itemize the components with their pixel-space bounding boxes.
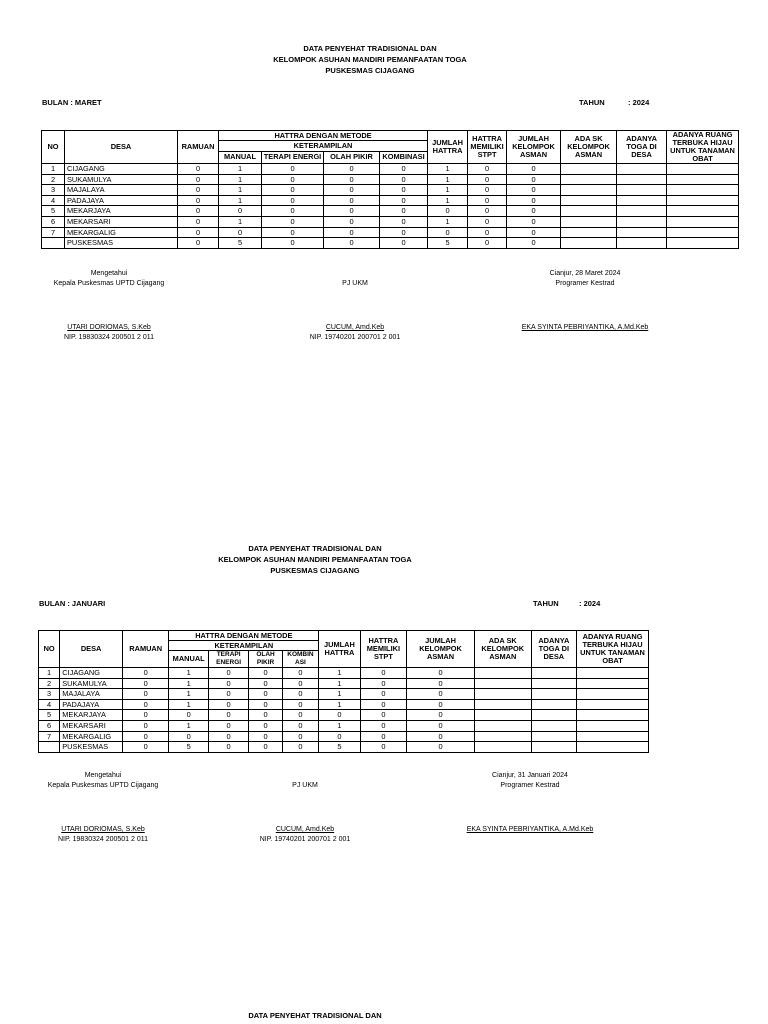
header-adanya-toga: ADANYA TOGA DI DESA xyxy=(531,631,577,668)
table-cell: MEKARGALIG xyxy=(60,731,123,742)
header-adanya-toga: ADANYA TOGA DI DESA xyxy=(617,131,667,164)
table-cell: 0 xyxy=(169,731,208,742)
table-cell: 0 xyxy=(249,668,282,679)
header-ada-sk: ADA SK KELOMPOK ASMAN xyxy=(561,131,617,164)
table-cell: 0 xyxy=(380,206,428,217)
table-row xyxy=(39,689,649,700)
table-cell: 0 xyxy=(360,710,407,721)
table-cell: 7 xyxy=(39,731,60,742)
table-cell: 0 xyxy=(507,227,561,238)
table-cell xyxy=(531,678,577,689)
table-cell: 0 xyxy=(380,227,428,238)
table-cell xyxy=(474,731,531,742)
table-cell: 0 xyxy=(249,720,282,731)
tahun-value: : 2024 xyxy=(628,98,650,107)
hattra-table xyxy=(41,130,739,249)
table-cell: 0 xyxy=(169,710,208,721)
table-cell: CIJAGANG xyxy=(60,668,123,679)
table-cell xyxy=(667,216,739,227)
table-cell: 0 xyxy=(262,206,324,217)
table-row xyxy=(39,742,649,753)
table-row xyxy=(42,185,739,196)
table-cell: 1 xyxy=(319,689,360,700)
table-cell xyxy=(561,185,617,196)
header-kombinasi: KOMBIN ASI xyxy=(282,651,318,668)
table-cell: 0 xyxy=(360,678,407,689)
table-cell xyxy=(561,238,617,249)
table-cell: PADAJAYA xyxy=(65,195,178,206)
table-cell: 4 xyxy=(39,699,60,710)
table-cell: 0 xyxy=(407,742,475,753)
table-row xyxy=(39,699,649,710)
header-ruang-terbuka: ADANYA RUANG TERBUKA HIJAU UNTUK TANAMAN OBAT xyxy=(577,631,649,668)
table-cell: 1 xyxy=(428,174,468,185)
table-cell xyxy=(474,668,531,679)
table-cell: 0 xyxy=(507,195,561,206)
table-cell xyxy=(531,668,577,679)
table-cell xyxy=(561,206,617,217)
table-cell xyxy=(667,164,739,175)
table-cell: 0 xyxy=(122,699,169,710)
header-olah-pikir: OLAH PIKIR xyxy=(324,151,380,163)
table-cell xyxy=(39,742,60,753)
table-cell xyxy=(531,689,577,700)
table-cell: 0 xyxy=(122,668,169,679)
table-cell: 1 xyxy=(219,195,262,206)
table-cell: 1 xyxy=(319,668,360,679)
table-cell xyxy=(617,164,667,175)
table-cell: 0 xyxy=(468,174,507,185)
table-cell: 0 xyxy=(380,164,428,175)
header-jumlah-kelompok: JUMLAH KELOMPOK ASMAN xyxy=(407,631,475,668)
table-row xyxy=(42,195,739,206)
table-cell: 0 xyxy=(324,206,380,217)
table-cell: MAJALAYA xyxy=(65,185,178,196)
table-body xyxy=(39,668,649,753)
bulan-label: BULAN : JANUARI xyxy=(39,599,106,608)
table-cell: 1 xyxy=(428,195,468,206)
table-cell xyxy=(617,185,667,196)
table-cell: 1 xyxy=(219,216,262,227)
table-cell xyxy=(42,238,65,249)
table-cell: 0 xyxy=(468,238,507,249)
header-ramuan: RAMUAN xyxy=(122,631,169,668)
table-cell: 6 xyxy=(42,216,65,227)
table-cell: 0 xyxy=(407,678,475,689)
table-cell: 0 xyxy=(468,164,507,175)
table-cell: 0 xyxy=(468,227,507,238)
tahun-label: TAHUN xyxy=(579,98,605,107)
header-hattra-metode: HATTRA DENGAN METODE xyxy=(219,131,428,141)
signer-mid-name: CUCUM, Amd.Keb NIP. 19740201 200701 2 001 xyxy=(309,324,401,341)
table-cell: 0 xyxy=(407,699,475,710)
table-cell: 0 xyxy=(428,206,468,217)
header-manual: MANUAL xyxy=(219,151,262,163)
table-cell: 0 xyxy=(468,216,507,227)
table-cell: 0 xyxy=(324,238,380,249)
table-cell: 0 xyxy=(249,689,282,700)
table-cell: 2 xyxy=(39,678,60,689)
table-cell: 0 xyxy=(208,742,248,753)
table-cell: 0 xyxy=(249,742,282,753)
table-cell xyxy=(617,206,667,217)
header-desa: DESA xyxy=(60,631,123,668)
table-cell xyxy=(577,710,649,721)
table-row xyxy=(39,710,649,721)
table-cell: 0 xyxy=(324,174,380,185)
table-cell: 1 xyxy=(428,216,468,227)
table-row xyxy=(42,164,739,175)
table-cell xyxy=(577,668,649,679)
signer-mid-role: PJ UKM xyxy=(342,280,368,287)
table-cell: 0 xyxy=(178,216,219,227)
table-cell: PUSKESMAS xyxy=(60,742,123,753)
table-cell: 0 xyxy=(507,185,561,196)
table-cell: 0 xyxy=(178,206,219,217)
table-cell: 0 xyxy=(324,185,380,196)
table-cell: 0 xyxy=(360,742,407,753)
table-cell: 0 xyxy=(324,216,380,227)
table-cell: 1 xyxy=(319,720,360,731)
table-cell: 0 xyxy=(407,720,475,731)
table-cell: 0 xyxy=(178,185,219,196)
table-cell: 0 xyxy=(380,185,428,196)
table-cell: 0 xyxy=(324,227,380,238)
table-cell: 0 xyxy=(468,185,507,196)
header-ramuan: RAMUAN xyxy=(178,131,219,164)
table-cell xyxy=(617,195,667,206)
table-cell: 0 xyxy=(249,731,282,742)
table-row xyxy=(39,668,649,679)
table-cell: 0 xyxy=(507,206,561,217)
table-cell: 0 xyxy=(122,742,169,753)
hattra-table xyxy=(38,630,649,753)
table-cell: 0 xyxy=(178,174,219,185)
table-row xyxy=(42,227,739,238)
table-row xyxy=(39,731,649,742)
table-cell xyxy=(474,720,531,731)
table-cell: 0 xyxy=(262,185,324,196)
table-cell xyxy=(667,185,739,196)
table-cell xyxy=(617,227,667,238)
table-cell: 0 xyxy=(122,689,169,700)
table-cell: 0 xyxy=(178,195,219,206)
table-cell xyxy=(617,238,667,249)
table-cell xyxy=(531,720,577,731)
table-cell: 0 xyxy=(249,710,282,721)
header-terapi-energi: TERAPI ENERGI xyxy=(262,151,324,163)
table-cell: 0 xyxy=(262,174,324,185)
table-cell: 0 xyxy=(407,710,475,721)
table-cell: 0 xyxy=(208,668,248,679)
table-cell: 0 xyxy=(122,710,169,721)
table-cell: MAJALAYA xyxy=(60,689,123,700)
table-cell: 0 xyxy=(380,238,428,249)
table-cell: 1 xyxy=(219,174,262,185)
table-cell: 0 xyxy=(380,174,428,185)
table-cell: 0 xyxy=(507,164,561,175)
table-cell xyxy=(531,710,577,721)
table-row xyxy=(39,678,649,689)
table-cell: 1 xyxy=(169,668,208,679)
header-no: NO xyxy=(42,131,65,164)
table-cell: 0 xyxy=(262,238,324,249)
table-cell: 1 xyxy=(319,699,360,710)
header-no: NO xyxy=(39,631,60,668)
table-cell: 0 xyxy=(208,678,248,689)
table-cell: 0 xyxy=(428,227,468,238)
table-cell: 0 xyxy=(282,678,318,689)
table-cell: MEKARJAYA xyxy=(65,206,178,217)
table-cell: 0 xyxy=(262,195,324,206)
bulan-label: BULAN : MARET xyxy=(42,98,102,107)
table-cell: 0 xyxy=(262,164,324,175)
table-cell: 5 xyxy=(39,710,60,721)
signer-right-name: EKA SYINTA PEBRIYANTIKA, A.Md.Keb xyxy=(521,324,649,331)
table-cell: 0 xyxy=(407,668,475,679)
table-cell: 0 xyxy=(122,678,169,689)
table-cell xyxy=(577,678,649,689)
table-row xyxy=(42,174,739,185)
table-cell xyxy=(561,216,617,227)
table-cell xyxy=(617,216,667,227)
table-cell: 0 xyxy=(282,689,318,700)
header-olah-pikir: OLAH PIKIR xyxy=(249,651,282,668)
table-cell: 1 xyxy=(169,720,208,731)
table-cell: 1 xyxy=(169,689,208,700)
table-cell: 0 xyxy=(507,238,561,249)
table-cell: CIJAGANG xyxy=(65,164,178,175)
table-cell xyxy=(531,742,577,753)
tahun-label: TAHUN xyxy=(533,599,559,608)
table-cell xyxy=(474,710,531,721)
table-cell xyxy=(667,206,739,217)
header-kombinasi: KOMBINASI xyxy=(380,151,428,163)
table-cell xyxy=(577,699,649,710)
table-cell: 0 xyxy=(468,195,507,206)
table-cell: 5 xyxy=(42,206,65,217)
signer-mid-name: CUCUM, Amd.Keb NIP. 19740201 200701 2 001 xyxy=(259,826,351,843)
table-cell: 0 xyxy=(507,216,561,227)
table-cell: 5 xyxy=(219,238,262,249)
signer-left: Mengetahui Kepala Puskesmas UPTD Cijagang xyxy=(53,270,165,287)
table-cell: MEKARGALIG xyxy=(65,227,178,238)
table-cell: 0 xyxy=(178,164,219,175)
table-cell: 0 xyxy=(219,227,262,238)
table-cell xyxy=(561,227,617,238)
table-cell: 0 xyxy=(380,195,428,206)
signer-right: Cianjur, 31 Januari 2024 Programer Kestrad xyxy=(492,772,568,789)
table-cell: 0 xyxy=(282,742,318,753)
header-manual: MANUAL xyxy=(169,651,208,668)
table-cell: 5 xyxy=(428,238,468,249)
table-cell: 4 xyxy=(42,195,65,206)
table-cell: 0 xyxy=(319,710,360,721)
table-cell: 0 xyxy=(360,720,407,731)
table-body xyxy=(42,164,739,249)
table-cell: SUKAMULYA xyxy=(60,678,123,689)
table-cell: 0 xyxy=(208,689,248,700)
table-cell: 0 xyxy=(319,731,360,742)
table-cell xyxy=(531,699,577,710)
table-row xyxy=(42,206,739,217)
table-cell xyxy=(577,689,649,700)
table-cell xyxy=(474,689,531,700)
header-jumlah-hattra: JUMLAH HATTRA xyxy=(428,131,468,164)
header-ruang-terbuka: ADANYA RUANG TERBUKA HIJAU UNTUK TANAMAN OBAT xyxy=(667,131,739,164)
table-cell: 1 xyxy=(428,185,468,196)
table-cell: SUKAMULYA xyxy=(65,174,178,185)
table-cell: 0 xyxy=(282,699,318,710)
table-cell: 0 xyxy=(122,731,169,742)
table-cell: 0 xyxy=(507,174,561,185)
table-cell: 0 xyxy=(407,689,475,700)
table-row xyxy=(42,216,739,227)
table-cell xyxy=(667,238,739,249)
table-cell: 0 xyxy=(360,731,407,742)
header-hattra-stpt: HATTRA MEMILIKI STPT xyxy=(360,631,407,668)
table-cell xyxy=(667,174,739,185)
table-cell: 0 xyxy=(208,710,248,721)
table-cell xyxy=(531,731,577,742)
table-cell: 0 xyxy=(360,689,407,700)
table-cell: 0 xyxy=(407,731,475,742)
table-cell: PADAJAYA xyxy=(60,699,123,710)
table-cell: 1 xyxy=(319,678,360,689)
table-cell xyxy=(474,699,531,710)
header-keterampilan: KETERAMPILAN xyxy=(219,141,428,151)
header-desa: DESA xyxy=(65,131,178,164)
signer-right: Cianjur, 28 Maret 2024 Programer Kestrad xyxy=(549,270,621,287)
table-cell xyxy=(474,742,531,753)
table-cell: 0 xyxy=(360,668,407,679)
table-cell xyxy=(474,678,531,689)
tahun-value: : 2024 xyxy=(579,599,601,608)
table-cell xyxy=(667,227,739,238)
table-cell: 0 xyxy=(219,206,262,217)
table-cell xyxy=(561,174,617,185)
table-cell: 0 xyxy=(249,699,282,710)
table-cell: 0 xyxy=(282,668,318,679)
table-cell: MEKARSARI xyxy=(65,216,178,227)
table-cell: 0 xyxy=(122,720,169,731)
table-cell: 3 xyxy=(39,689,60,700)
table-cell xyxy=(561,164,617,175)
header-jumlah-kelompok: JUMLAH KELOMPOK ASMAN xyxy=(507,131,561,164)
table-row xyxy=(39,720,649,731)
table-cell: 1 xyxy=(42,164,65,175)
table-cell xyxy=(617,174,667,185)
table-cell: 0 xyxy=(282,731,318,742)
table-cell: MEKARSARI xyxy=(60,720,123,731)
table-cell: 5 xyxy=(169,742,208,753)
signer-left: Mengetahui Kepala Puskesmas UPTD Cijagang xyxy=(47,772,159,789)
table-cell: 0 xyxy=(178,227,219,238)
table-cell: 0 xyxy=(468,206,507,217)
table-cell: 3 xyxy=(42,185,65,196)
signer-mid-role: PJ UKM xyxy=(292,782,318,789)
table-cell: 0 xyxy=(178,238,219,249)
signer-left-name: UTARI DORIOMAS, S.Keb NIP. 19830324 200501 2 011 xyxy=(57,826,149,843)
table-cell xyxy=(577,742,649,753)
table-cell: 0 xyxy=(380,216,428,227)
report-title-partial: DATA PENYEHAT TRADISIONAL DAN xyxy=(248,1011,382,1020)
header-ada-sk: ADA SK KELOMPOK ASMAN xyxy=(474,631,531,668)
table-cell: 0 xyxy=(208,720,248,731)
table-cell: 1 xyxy=(428,164,468,175)
table-cell: 5 xyxy=(319,742,360,753)
table-cell: 2 xyxy=(42,174,65,185)
table-cell: 6 xyxy=(39,720,60,731)
table-row xyxy=(42,238,739,249)
header-jumlah-hattra: JUMLAH HATTRA xyxy=(319,631,360,668)
header-keterampilan: KETERAMPILAN xyxy=(169,641,319,651)
header-terapi-energi: TERAPI ENERGI xyxy=(208,651,248,668)
table-cell: 0 xyxy=(282,710,318,721)
table-cell: 1 xyxy=(39,668,60,679)
table-cell xyxy=(667,195,739,206)
table-cell xyxy=(561,195,617,206)
table-cell: 7 xyxy=(42,227,65,238)
table-cell: 0 xyxy=(249,678,282,689)
table-cell: 0 xyxy=(324,195,380,206)
report-title: DATA PENYEHAT TRADISIONAL DAN KELOMPOK ASUHAN MANDIRI PEMANFAATAN TOGA PUSKESMAS CIJAGANG xyxy=(273,44,467,75)
table-cell: PUSKESMAS xyxy=(65,238,178,249)
table-cell: 0 xyxy=(208,699,248,710)
table-cell xyxy=(577,720,649,731)
header-hattra-stpt: HATTRA MEMILIKI STPT xyxy=(468,131,507,164)
table-cell: 0 xyxy=(262,227,324,238)
signer-right-name: EKA SYINTA PEBRIYANTIKA, A.Md.Keb xyxy=(466,826,594,833)
table-cell xyxy=(577,731,649,742)
table-cell: 0 xyxy=(282,720,318,731)
table-cell: 0 xyxy=(262,216,324,227)
table-cell: 1 xyxy=(219,185,262,196)
table-cell: 0 xyxy=(324,164,380,175)
table-cell: 1 xyxy=(169,699,208,710)
report-title: DATA PENYEHAT TRADISIONAL DAN KELOMPOK ASUHAN MANDIRI PEMANFAATAN TOGA PUSKESMAS CIJAGANG xyxy=(218,544,412,575)
signer-left-name: UTARI DORIOMAS, S.Keb NIP. 19830324 200501 2 011 xyxy=(63,324,155,341)
table-cell: 1 xyxy=(219,164,262,175)
header-hattra-metode: HATTRA DENGAN METODE xyxy=(169,631,319,641)
table-cell: 0 xyxy=(360,699,407,710)
table-cell: 0 xyxy=(208,731,248,742)
table-cell: MEKARJAYA xyxy=(60,710,123,721)
table-cell: 1 xyxy=(169,678,208,689)
